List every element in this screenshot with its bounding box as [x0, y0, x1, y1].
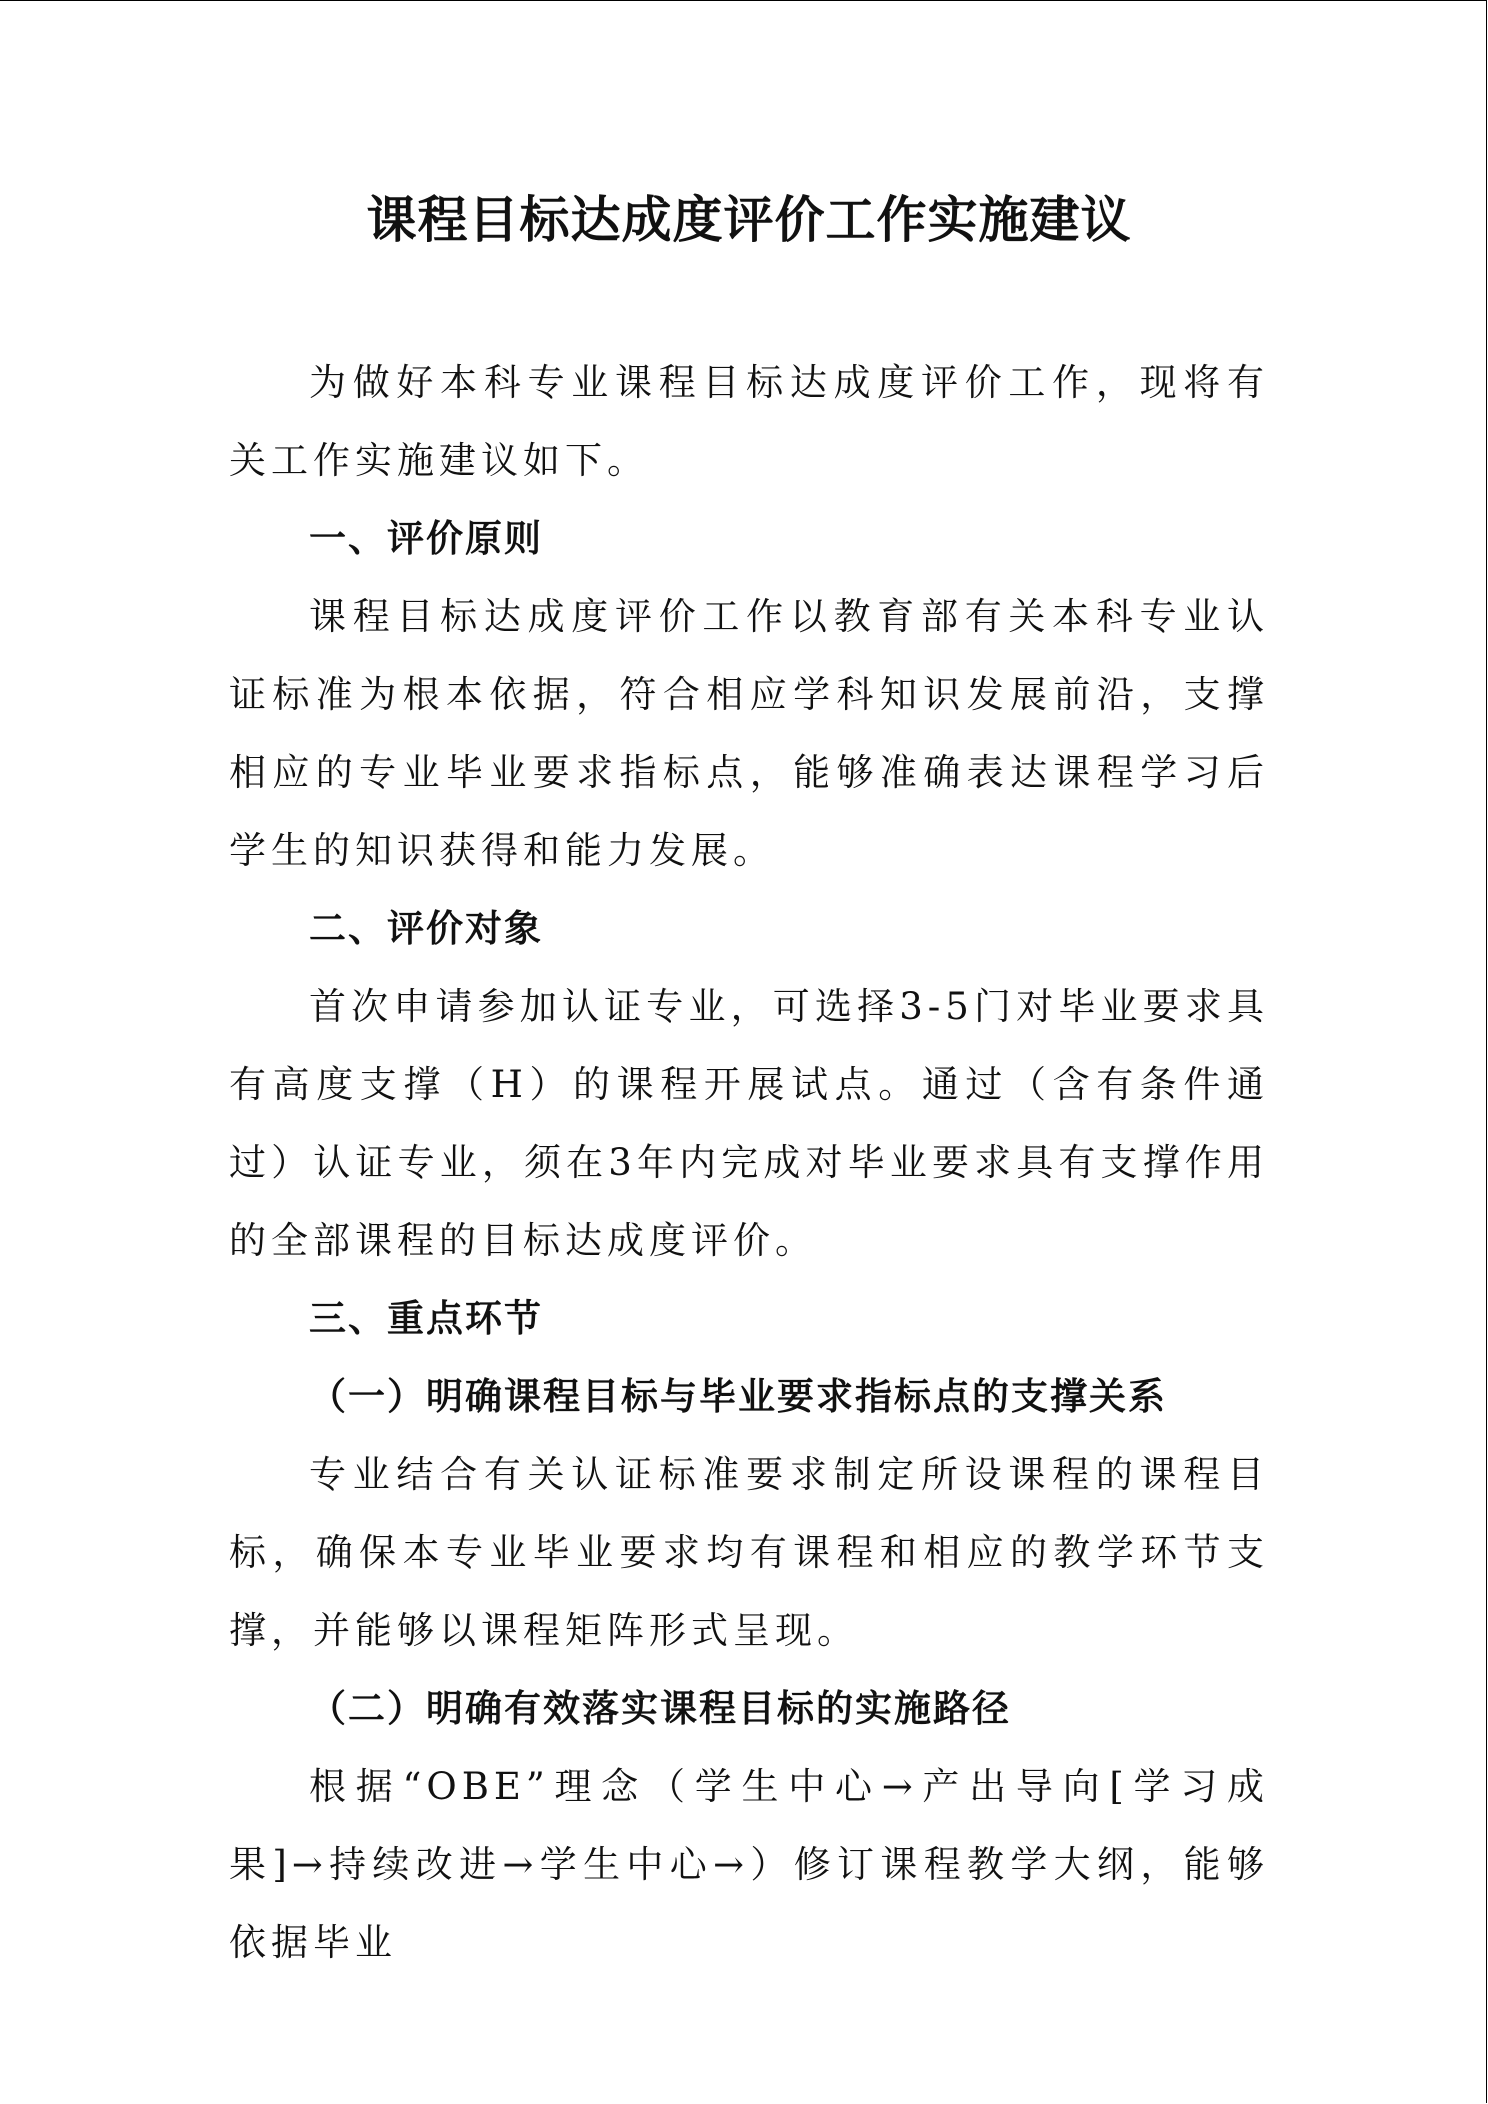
- section-paragraph-targets: 首次申请参加认证专业，可选择3-5门对毕业要求具有高度支撑（H）的课程开展试点。通过（含有条件通过）认证专业，须在3年内完成对毕业要求具有支撑作用的全部课程的目标达成度评价。: [229, 985, 1269, 1262]
- section-heading-principles: 一、评价原则: [309, 517, 543, 560]
- subsection-paragraph-support-relation: 专业结合有关认证标准要求制定所设课程的课程目标，确保本专业毕业要求均有课程和相应的教学环节支撑，并能够以课程矩阵形式呈现。: [229, 1453, 1269, 1652]
- subsection-paragraph-implementation-path: 根据“OBE”理念（学生中心→产出导向[学习成果]→持续改进→学生中心→）修订课程教学大纲，能够依据毕业: [229, 1765, 1269, 1964]
- subsection-heading-support-relation: （一）明确课程目标与毕业要求指标点的支撑关系: [309, 1375, 1167, 1418]
- section-heading-key-links: 三、重点环节: [309, 1297, 543, 1340]
- section-heading-targets: 二、评价对象: [309, 907, 543, 950]
- document-body: [229, 180, 1269, 1982]
- intro-paragraph: 为做好本科专业课程目标达成度评价工作，现将有关工作实施建议如下。: [229, 361, 1269, 482]
- section-paragraph-principles: 课程目标达成度评价工作以教育部有关本科专业认证标准为根本依据，符合相应学科知识发展前沿，支撑相应的专业毕业要求指标点，能够准确表达课程学习后学生的知识获得和能力发展。: [229, 595, 1269, 872]
- subsection-heading-implementation-path: （二）明确有效落实课程目标的实施路径: [309, 1687, 1011, 1730]
- document-title: 课程目标达成度评价工作实施建议: [366, 191, 1132, 249]
